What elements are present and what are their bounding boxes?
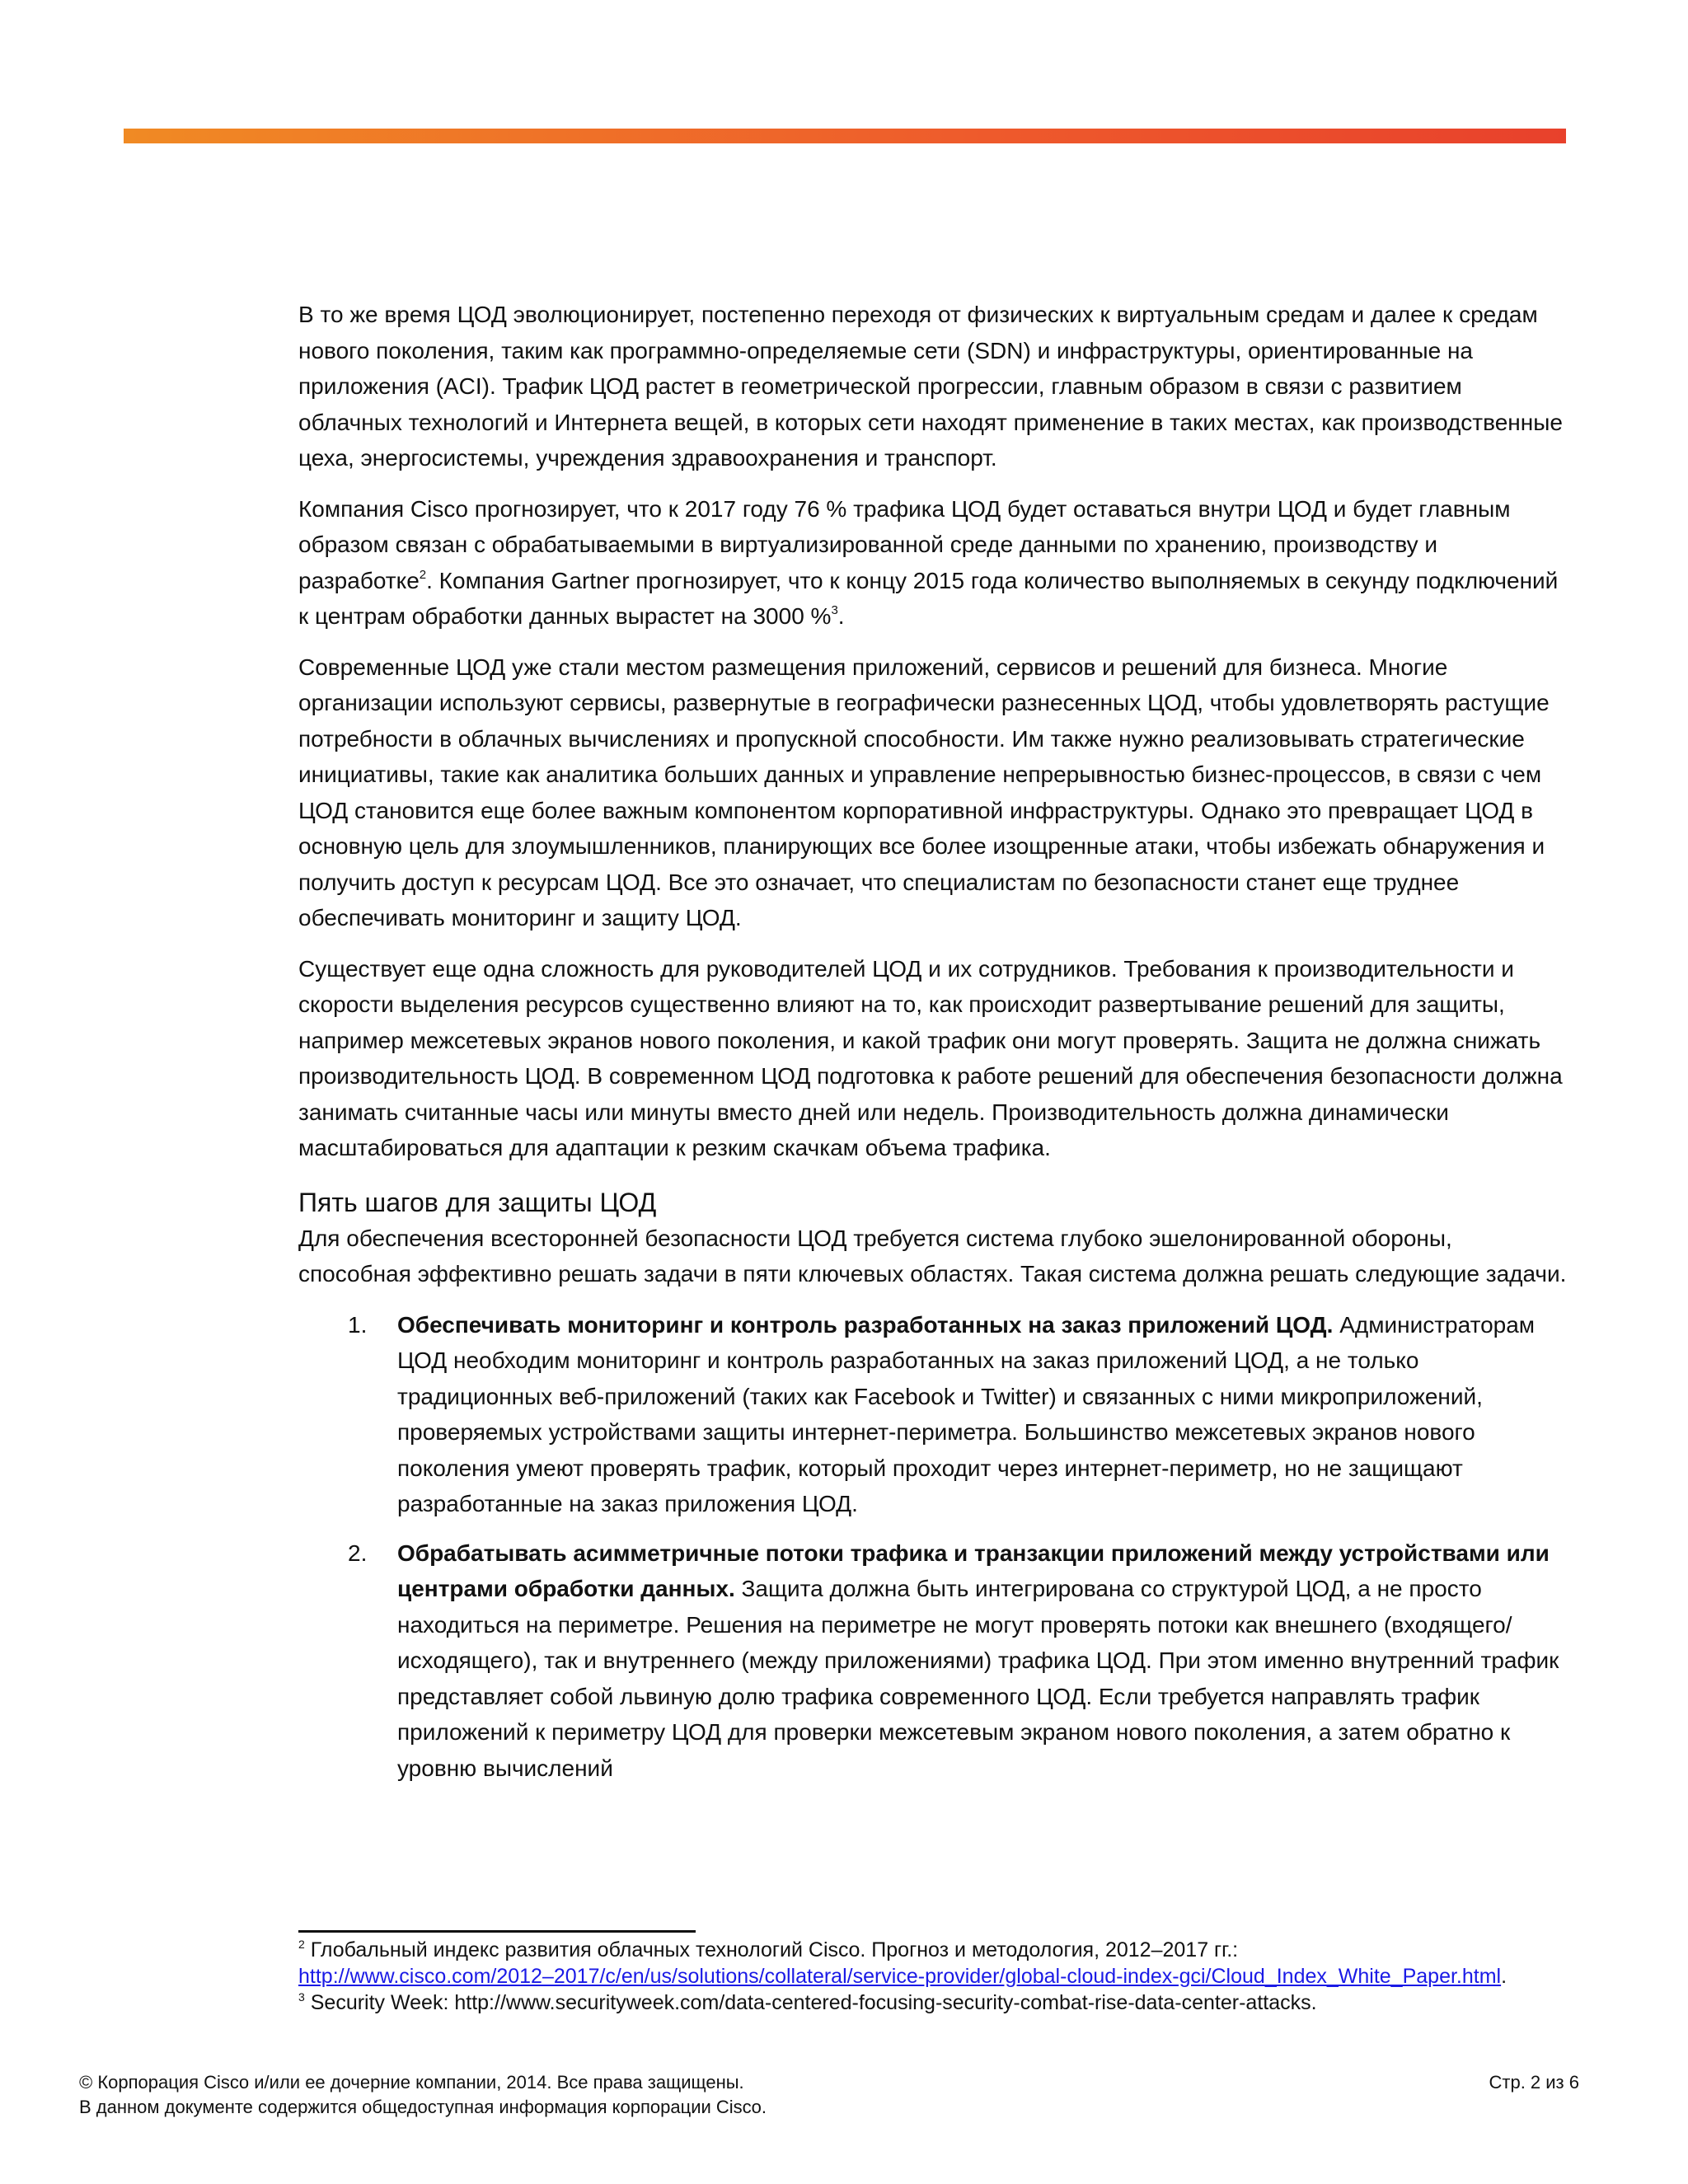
footnote-2-link[interactable]: http://www.cisco.com/2012–2017/c/en/us/solutions/collateral/service-provider/global-cloud-index-gci/Cloud_Index_White_Paper.html (298, 1965, 1502, 1988)
footnote-ref-2[interactable]: 2 (419, 567, 427, 582)
section-intro: Для обеспечения всесторонней безопасности ЦОД требуется система глубоко эшелонированной обороны, способная эффективно решать задачи в пяти ключевых областях. Такая система должна решать следующие задачи. (298, 1225, 1567, 1286)
footnote-mark-3: 3 (298, 1990, 305, 2004)
footnote-2 (298, 1937, 1584, 1990)
steps-list (298, 1307, 1568, 1787)
paragraph-complexity: Существует еще одна сложность для руководителей ЦОД и их сотрудников. Требования к производительности и скорости выделения ресурсов существенно влияют на то, как происходит развертывание решений для защиты, например межсетевых экранов нового поколения, и какой трафик они могут проверять. Защита не должна снижать производительность ЦОД. В современном ЦОД подготовка к работе решений для обеспечения безопасности должна занимать считанные часы или минуты вместо дней или недель. Производительность должна динамически масштабироваться для адаптации к резким скачкам объема трафика. (298, 955, 1563, 1160)
footnote-mark-2: 2 (298, 1938, 305, 1951)
forecast-text-2: . Компания Gartner прогнозирует, что к концу 2015 года количество выполняемых в секунду подключений к центрам обработки данных вырастет на 3000 % (298, 567, 1559, 629)
forecast-text-3: . (837, 603, 845, 629)
footnote-2-text: Глобальный индекс развития облачных технологий Cisco. Прогноз и методология, 2012–2017 гг.: (310, 1938, 1239, 1961)
footnote-divider (298, 1930, 696, 1933)
footnote-2-end: . (1501, 1965, 1507, 1988)
footnote-3 (298, 1990, 1584, 2016)
list-item-heading: Обеспечивать мониторинг и контроль разработанных на заказ приложений ЦОД. (397, 1311, 1334, 1338)
list-item-text: Защита должна быть интегрирована со структурой ЦОД, а не просто находиться на периметре. Решения на периметре не могут проверять потоки как внешнего (входящего/исходящего), так и внутреннего (между приложениями) трафика ЦОД. При этом именно внутренний трафик представляет собой львиную долю трафика современного ЦОД. Если требуется направлять трафик приложений к периметру ЦОД для проверки межсетевым экраном нового поколения, а затем обратно к уровню вычислений (397, 1576, 1559, 1781)
page-number: Стр. 2 из 6 (1489, 2072, 1579, 2093)
page-footer (79, 2070, 1579, 2120)
list-item (298, 1307, 1568, 1522)
footer-note: В данном документе содержится общедоступная информация корпорации Cisco. (79, 2097, 767, 2117)
document-body (298, 297, 1568, 1799)
list-item-heading: Обрабатывать асимметричные потоки трафика и транзакции приложений между устройствами или центрами обработки данных. (397, 1540, 1550, 1601)
footer-copyright: © Корпорация Cisco и/или ее дочерние компании, 2014. Все права защищены. (79, 2072, 744, 2093)
paragraph-modern-dc: Современные ЦОД уже стали местом размещения приложений, сервисов и решений для бизнеса. Многие организации используют сервисы, развернутые в географически разнесенных ЦОД, чтобы удовлетворять растущие потребности в облачных вычислениях и пропускной способности. Им также нужно реализовывать стратегические инициативы, такие как аналитика больших данных и управление непрерывностью бизнес-процессов, в связи с чем ЦОД становится еще более важным компонентом корпоративной инфраструктуры. Однако это превращает ЦОД в основную цель для злоумышленников, планирующих все более изощренные атаки, чтобы избежать обнаружения и получить доступ к ресурсам ЦОД. Все это означает, что специалистам по безопасности станет еще труднее обеспечивать мониторинг и защиту ЦОД. (298, 654, 1550, 930)
list-item (298, 1535, 1568, 1787)
section-title: Пять шагов для защиты ЦОД (298, 1187, 657, 1217)
paragraph-evolution: В то же время ЦОД эволюционирует, постепенно переходя от физических к виртуальным средам и далее к средам нового поколения, таким как программно-определяемые сети (SDN) и инфраструктуры, ориентированные на приложения (ACI). Трафик ЦОД растет в геометрической прогрессии, главным образом в связи с развитием облачных технологий и Интернета вещей, в которых сети находят применение в таких местах, как производственные цеха, энергосистемы, учреждения здравоохранения и транспорт. (298, 302, 1563, 471)
list-item-number: 1. (348, 1311, 368, 1338)
footnotes (298, 1937, 1584, 2016)
accent-bar (124, 129, 1566, 143)
paragraph-forecast (298, 491, 1568, 635)
footnote-ref-3[interactable]: 3 (831, 603, 838, 617)
list-item-text: Администраторам ЦОД необходим мониторинг и контроль разработанных на заказ приложений ЦОД, а не только традиционных веб-приложений (таких как Facebook и Twitter) и связанных с ними микроприложений, проверяемых устройствами защиты интернет-периметра. Большинство межсетевых экранов нового поколения умеют проверять трафик, который проходит через интернет-периметр, но не защищают разработанные на заказ приложения ЦОД. (397, 1311, 1536, 1516)
footnote-3-text: Security Week: http://www.securityweek.com/data-centered-focusing-security-combat-rise-data-center-attacks. (310, 1991, 1317, 2014)
forecast-text-1: Компания Cisco прогнозирует, что к 2017 году 76 % трафика ЦОД будет оставаться внутри ЦОД и будет главным образом связан с обрабатываемыми в виртуализированной среде данными по хранению, производству и разработке (298, 495, 1511, 593)
list-item-number: 2. (348, 1540, 368, 1566)
